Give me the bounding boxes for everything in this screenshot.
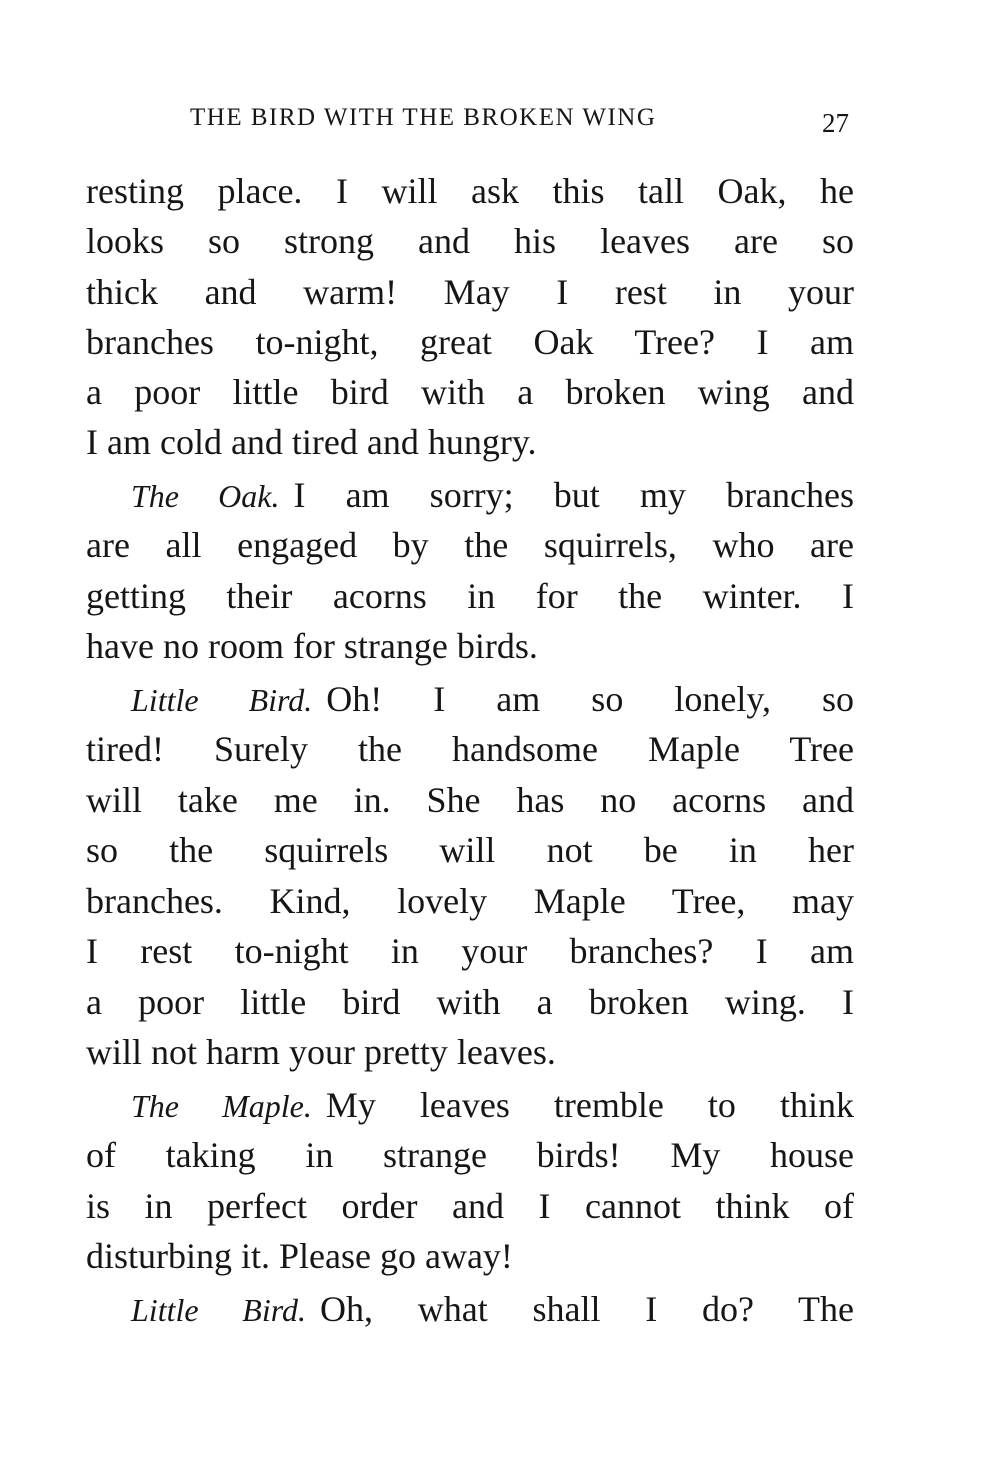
text-line: will not harm your pretty leaves. — [86, 1032, 556, 1072]
text-line: a poor little bird with a broken wing and — [86, 372, 854, 412]
text-line: getting their acorns in for the winter. I — [86, 576, 854, 616]
text-line: Oh, what shall I do? The — [320, 1289, 854, 1329]
text-line: I am cold and tired and hungry. — [86, 422, 537, 462]
text-line: I rest to-night in your branches? I am — [86, 931, 854, 971]
speaker-label: Little Bird. — [131, 682, 313, 718]
text-line: a poor little bird with a broken wing. I — [86, 982, 854, 1022]
speaker-label: Little Bird. — [131, 1292, 307, 1328]
text-line: Oh! I am so lonely, so — [326, 679, 855, 719]
text-line: of taking in strange birds! My house — [86, 1135, 854, 1175]
dialogue-line — [131, 470, 854, 520]
dialogue-line — [131, 674, 854, 724]
text-line: resting place. I will ask this tall Oak, he — [86, 171, 854, 211]
speaker-label: The Oak. — [131, 478, 280, 514]
text-line: is in perfect order and I cannot think of — [86, 1186, 854, 1226]
dialogue-line — [131, 1080, 854, 1130]
running-head: THE BIRD WITH THE BROKEN WING — [190, 104, 657, 131]
text-line: thick and warm! May I rest in your — [86, 272, 854, 312]
text-line: tired! Surely the handsome Maple Tree — [86, 729, 854, 769]
text-line: so the squirrels will not be in her — [86, 830, 854, 870]
text-line: branches. Kind, lovely Maple Tree, may — [86, 881, 854, 921]
text-line: disturbing it. Please go away! — [86, 1236, 513, 1276]
text-line: looks so strong and his leaves are so — [86, 221, 854, 261]
text-line: will take me in. She has no acorns and — [86, 780, 854, 820]
text-line: My leaves tremble to think — [325, 1085, 855, 1125]
text-line: branches to-night, great Oak Tree? I am — [86, 322, 854, 362]
text-line: I am sorry; but my branches — [293, 475, 854, 515]
text-line: are all engaged by the squirrels, who are — [86, 525, 854, 565]
speaker-label: The Maple. — [131, 1088, 312, 1124]
dialogue-line — [131, 1284, 854, 1334]
text-line: have no room for strange birds. — [86, 626, 538, 666]
page-number: 27 — [822, 108, 849, 138]
